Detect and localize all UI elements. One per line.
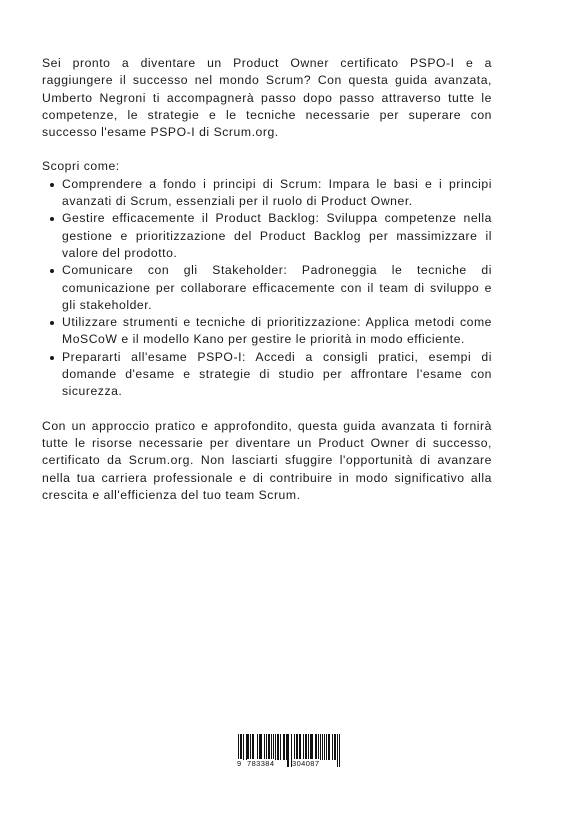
barcode-bar (332, 734, 333, 760)
barcode-bar (275, 734, 276, 760)
list-item: Comunicare con gli Stakeholder: Padroneggia le tecniche di comunicazione per collaborare efficacemente con il team di sviluppo e gli stakeholder. (42, 262, 492, 314)
scopri-label: Scopri come: (42, 159, 120, 174)
barcode-bar (312, 734, 313, 760)
list-item: Prepararti all'esame PSPO-I: Accedi a consigli pratici, esempi di domande d'esame e strategie di studio per affrontare l'esame con sicurezza. (42, 349, 492, 401)
barcode-bar (306, 734, 307, 760)
barcode-bar (326, 734, 327, 760)
intro-paragraph: Sei pronto a diventare un Product Owner certificato PSPO-I e a raggiungere il successo nel mondo Scrum? Con questa guida avanzata, Umberto Negroni ti accompagnerà passo dopo passo attraverso tutte le competenze, le strategie e le tecniche necessarie per superare con successo l'esame PSPO-I di Scrum.org. (42, 56, 492, 140)
barcode-bar (339, 734, 340, 767)
barcode-bar (278, 734, 279, 760)
barcode-bar (273, 734, 274, 760)
isbn-barcode (238, 734, 340, 770)
barcode-bar (308, 734, 309, 760)
barcode-bar (335, 734, 336, 760)
barcode-bar (303, 734, 304, 760)
barcode-bar (280, 734, 281, 760)
barcode-bar (271, 734, 272, 760)
list-item: Utilizzare strumenti e tecniche di prioritizzazione: Applica metodi come MoSCoW e il modello Kano per gestire le priorità in modo efficiente. (42, 314, 492, 349)
list-item: Gestire efficacemente il Product Backlog: Sviluppa competenze nella gestione e prioritizzazione del Product Backlog per massimizzare il valore del prodotto. (42, 210, 492, 262)
barcode-bar (329, 734, 330, 760)
barcode-bar (269, 734, 270, 760)
barcode-bar (284, 734, 285, 760)
barcode-lead-digit: 9 (237, 759, 242, 768)
barcode-bar (266, 734, 267, 760)
barcode-bar (337, 734, 338, 767)
barcode-bar (318, 734, 319, 760)
back-cover-text (42, 55, 492, 504)
barcode-bar (264, 734, 265, 760)
barcode-bar (300, 734, 301, 760)
list-item: Comprendere a fondo i principi di Scrum: Impara le basi e i principi avanzati di Scrum, essenziali per il ruolo di Product Owner. (42, 176, 492, 211)
barcode-bar (250, 734, 251, 760)
barcode-bar (243, 734, 244, 760)
barcode-bar (257, 734, 258, 760)
barcode-left-digits: 783384 (247, 759, 275, 768)
barcode-right-digits: 304087 (292, 759, 320, 768)
barcode-bars (238, 734, 340, 762)
closing-paragraph: Con un approccio pratico e approfondito, questa guida avanzata ti fornirà tutte le risorse necessarie per diventare un Product Owner di successo, certificato da Scrum.org. Non lasciarti sfuggire l'opportunità di avanzare nella tua carriera professionale e di contribuire in modo significativo alla crescita e all'efficienza del tuo team Scrum. (42, 418, 492, 502)
barcode-bar (297, 734, 298, 760)
barcode-bar (261, 734, 262, 760)
barcode-bar (324, 734, 325, 760)
barcode-bar (288, 734, 289, 767)
barcode-bar (316, 734, 317, 760)
barcode-bar (294, 734, 295, 760)
feature-list (42, 176, 492, 401)
barcode-bar (253, 734, 254, 760)
barcode-bar (241, 734, 242, 760)
barcode-bar (320, 734, 321, 760)
barcode-bar (248, 734, 249, 760)
